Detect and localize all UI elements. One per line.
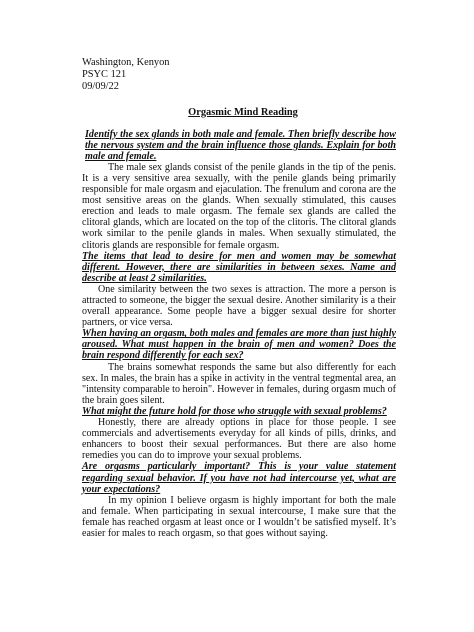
question-5: Are orgasms particularly important? This is your value statement regarding sexual behavior. If you have not had intercourse yet, what are your expectations?	[82, 461, 396, 495]
question-1: Identify the sex glands in both male and female. Then briefly describe how the nervous system and the brain influence those glands. Explain for both male and female.	[85, 128, 396, 162]
course-code: PSYC 121	[82, 69, 127, 81]
document-title: Orgasmic Mind Reading	[188, 106, 298, 118]
student-name: Washington, Kenyon	[82, 57, 170, 68]
answer-5: In my opinion I believe orgasm is highly important for both the male and female. When participating in sexual intercourse, I make sure that the female has reached orgasm at least once or I wouldn’t be satisfied myself. It’s easier for males to reach orgasm, so that goes without saying.	[82, 494, 396, 539]
question-4: What might the future hold for those who struggle with sexual problems?	[82, 405, 387, 417]
answer-3: The brains somewhat responds the same but also differently for each sex. In males, the brain has a spike in activity in the ventral tegmental area, an "intensity comparable to heroin". However in females, during orgasm much of the brain goes silent.	[82, 361, 397, 406]
assignment-date: 09/09/22	[82, 81, 119, 93]
question-2: The items that lead to desire for men and women may be somewhat different. However, there are similarities in between sexes. Name and describe at least 2 similarities.	[82, 250, 396, 284]
answer-4: Honestly, there are already options in place for those people. I see commercials and advertisements everyday for all kinds of pills, drinks, and enhancers to boost their sexual performances. But there are also home remedies you can do to improve your sexual problems.	[82, 417, 396, 462]
answer-1: The male sex glands consist of the penile glands in the tip of the penis. It is a very sensitive area sexually, with the penile glands being primarily responsible for male orgasm and ejaculation. The frenulum and corona are the most sensitive areas on the glands. When sexually stimulated, this causes erection and leads to male orgasm. The female sex glands are called the clitoral glands, which are located on the top of the clitoris. The clitoral glands work similar to the penile glands in males. When sexually stimulated, the clitoris glands are responsible for female orgasm.	[82, 161, 396, 251]
answer-2: One similarity between the two sexes is attraction. The more a person is attracted to someone, the bigger the sexual desire. Another similarity is a their overall appearance. Some people have a bigger sexual desire for shorter partners, or vice versa.	[82, 283, 396, 329]
question-3: When having an orgasm, both males and females are more than just highly aroused. What must happen in the brain of men and women? Does the brain respond differently for each sex?	[82, 328, 396, 362]
